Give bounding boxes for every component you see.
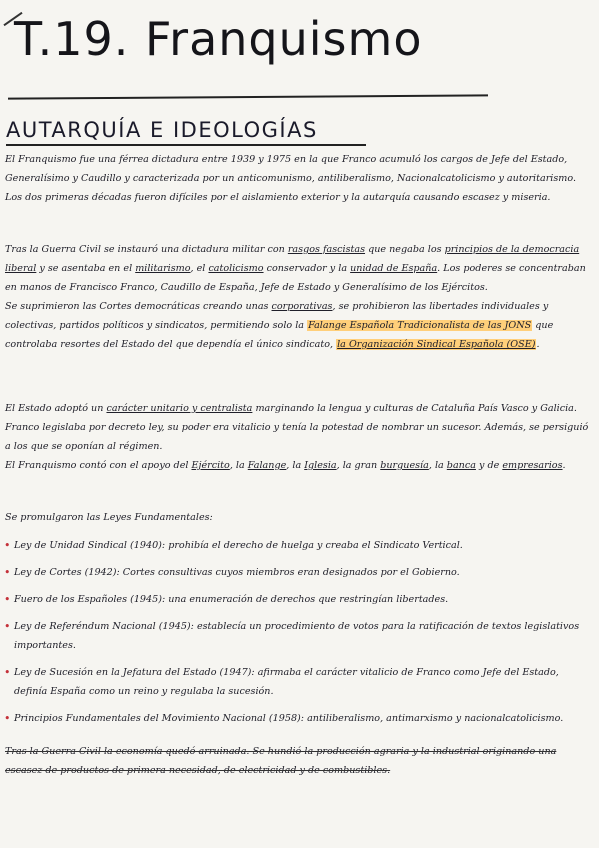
list-item: • Fuero de los Españoles (1945): una enumeración de derechos que restringían libertades. xyxy=(4,590,594,609)
underlined-term: rasgos fascistas xyxy=(287,244,366,255)
underlined-term: banca xyxy=(446,460,476,471)
section-heading: AUTARQUÍA E IDEOLOGÍAS xyxy=(6,118,318,142)
paragraph-dictatorship: Tras la Guerra Civil se instauró una dictadura militar con rasgos fascistas que negaba los principios de la democracia liberal y se asentaba en el militarismo, el catolicismo conservador y la unidad de España. Los poderes se concentraban en manos de Francisco Franco, Caudillo de España, Jefe de Estado y Generalísimo de los Ejércitos. Se suprimieron las Cortes democráticas creando unas corporativas, se prohibieron las libertades individuales y colectivas, partidos políticos y sindicatos, permitiendo solo la Falange Española Tradicionalista de las JONS que controlaba resortes del Estado del que dependía el único sindicato, la Organización Sindical Española (OSE). xyxy=(5,244,586,350)
underlined-term: Iglesia xyxy=(304,460,337,471)
paragraph-intro: El Franquismo fue una férrea dictadura entre 1939 y 1975 en la que Franco acumuló los cargos de Jefe del Estado, Generalísimo y Caudillo y caracterizada por un anticomunismo, antiliberalismo, Nacionalcatolicismo y autoritarismo. Los dos primeras décadas fueron difíciles por el aislamiento exterior y la autarquía causando escasez y miseria. xyxy=(5,154,577,203)
underlined-term: corporativas xyxy=(271,301,333,312)
bullet-icon: • xyxy=(4,539,11,552)
scribbled-text: Tras la Guerra Civil la economía quedó arruinada. Se hundió la producción agraria y la industrial originando una escasez de productos de primera necesidad, de electricidad y de combustibles. xyxy=(5,746,557,776)
page-title: T.19. Franquismo xyxy=(14,12,423,66)
highlighted-term: la Organización Sindical Española (OSE) xyxy=(337,339,536,350)
heading-underline xyxy=(6,144,366,146)
bullet-icon: • xyxy=(4,620,11,633)
underlined-term: militarismo xyxy=(135,263,191,274)
list-item: • Ley de Cortes (1942): Cortes consultivas cuyos miembros eran designados por el Gobierno. xyxy=(4,563,594,582)
underlined-term: catolicismo xyxy=(208,263,264,274)
underlined-term: carácter unitario y centralista xyxy=(106,403,253,414)
underlined-term: Ejército xyxy=(191,460,230,471)
title-underline xyxy=(8,94,488,99)
list-item: • Ley de Sucesión en la Jefatura del Estado (1947): afirmaba el carácter vitalicio de Franco como Jefe del Estado, definía España como un reino y regulaba la sucesión. xyxy=(4,663,594,701)
highlighted-term: Falange Española Tradicionalista de las JONS xyxy=(308,320,532,331)
underlined-term: burguesía xyxy=(380,460,429,471)
bullet-icon: • xyxy=(4,593,11,606)
underlined-term: unidad de España xyxy=(350,263,438,274)
paragraph-economy xyxy=(5,742,591,780)
paragraph-state: El Estado adoptó un carácter unitario y centralista marginando la lengua y culturas de Cataluña País Vasco y Galicia. Franco legislaba por decreto ley, su poder era vitalicio y tenía la potestad de nombrar un sucesor. Además, se persiguió a los que se oponían al régimen. xyxy=(5,403,589,452)
fundamental-laws-list xyxy=(4,536,594,736)
list-item: • Ley de Unidad Sindical (1940): prohibía el derecho de huelga y creaba el Sindicato Vertical. xyxy=(4,536,594,555)
list-item: • Ley de Referéndum Nacional (1945): establecía un procedimiento de votos para la ratificación de textos legislativos importantes. xyxy=(4,617,594,655)
laws-intro: Se promulgaron las Leyes Fundamentales: xyxy=(5,512,213,523)
bullet-icon: • xyxy=(4,712,11,725)
bullet-icon: • xyxy=(4,666,11,679)
list-item: • Principios Fundamentales del Movimiento Nacional (1958): antiliberalismo, antimarxismo y nacionalcatolicismo. xyxy=(4,709,594,728)
underlined-term: Falange xyxy=(247,460,287,471)
paragraph-support: El Franquismo contó con el apoyo del Ejército, la Falange, la Iglesia, la gran burguesía, la banca y de empresarios. xyxy=(5,460,566,471)
underlined-term: empresarios xyxy=(502,460,563,471)
underlined-term: principios de la democracia liberal xyxy=(5,244,580,274)
bullet-icon: • xyxy=(4,566,11,579)
